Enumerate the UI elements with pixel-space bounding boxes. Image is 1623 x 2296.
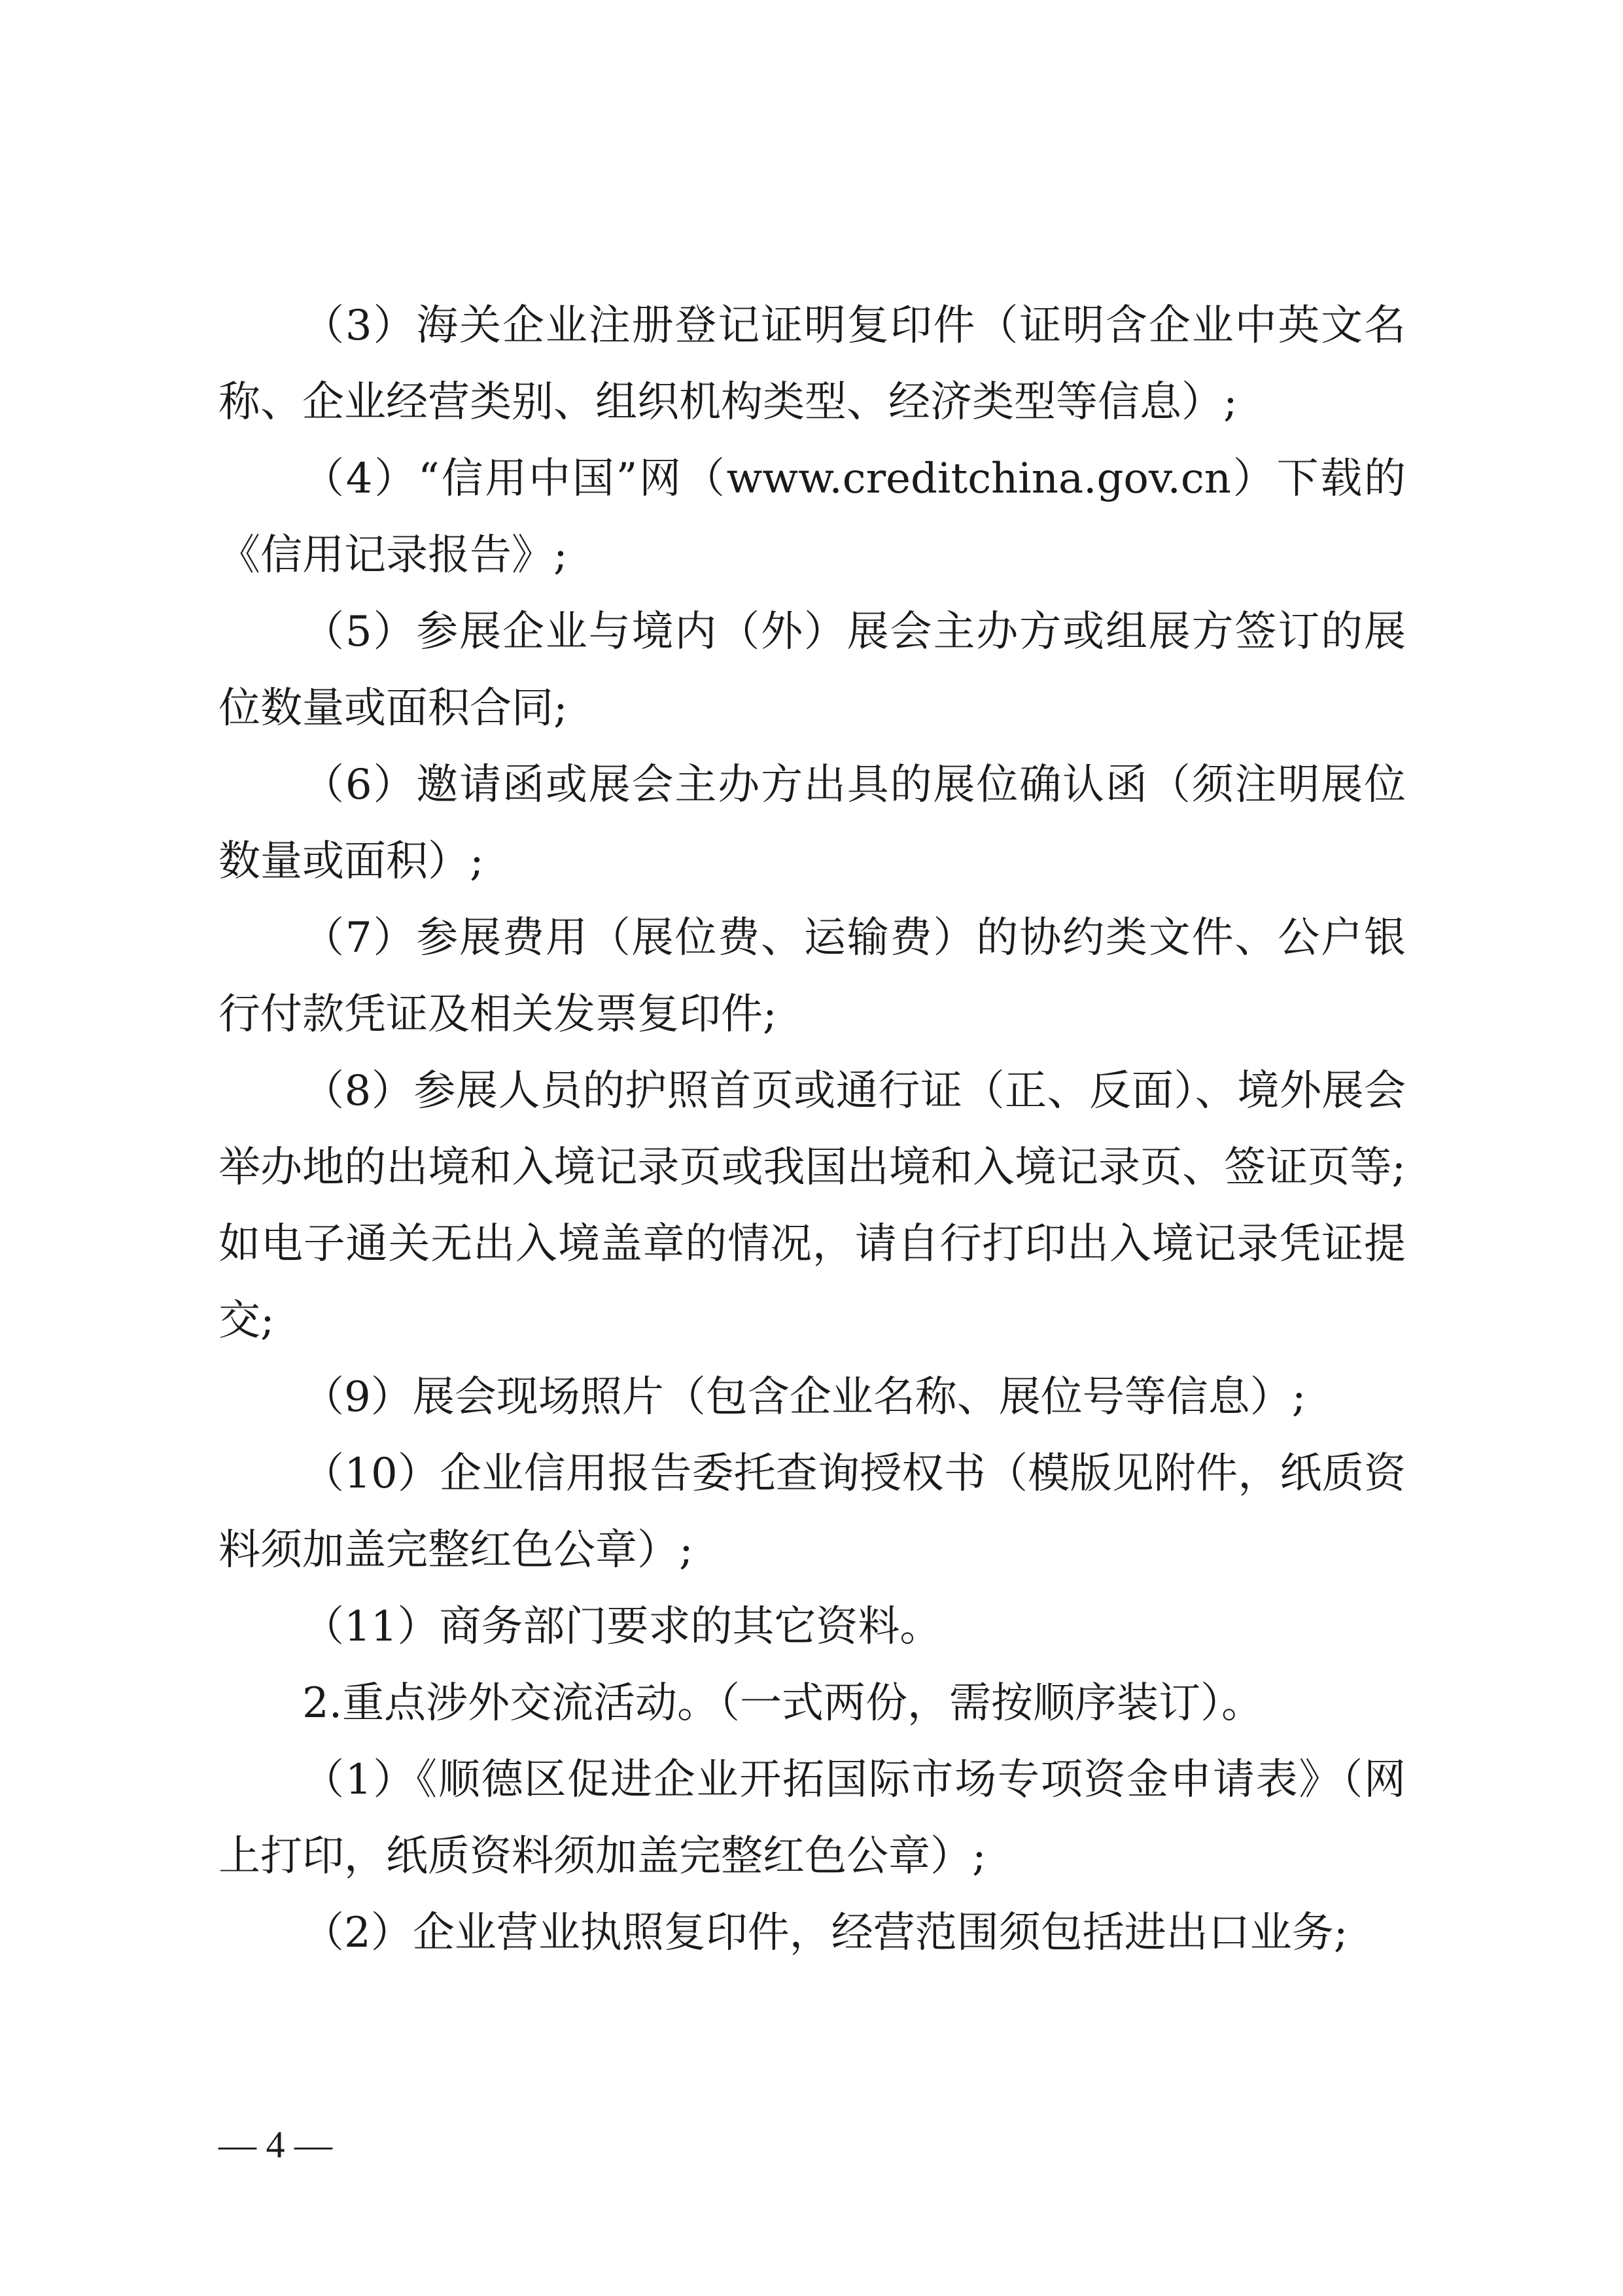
paragraph-item-3: （3）海关企业注册登记证明复印件（证明含企业中英文名称、企业经营类别、组织机构类型、经济类型等信息）; (218, 302, 1406, 426)
paragraph-item-8: （8）参展人员的护照首页或通行证（正、反面）、境外展会举办地的出境和入境记录页或我国出境和入境记录页、签证页等;如电子通关无出入境盖章的情况，请自行打印出入境记录凭证提交; (218, 1067, 1406, 1345)
document-body (218, 288, 1406, 1972)
paragraph-item-6: （6）邀请函或展会主办方出具的展位确认函（须注明展位数量或面积）; (218, 761, 1406, 886)
page-number: — 4 — (218, 2123, 332, 2166)
paragraph-item-9: （9）展会现场照片（包含企业名称、展位号等信息）; (302, 1373, 1306, 1421)
paragraph-item-5: （5）参展企业与境内（外）展会主办方或组展方签订的展位数量或面积合同; (218, 608, 1406, 733)
section-heading-2: 2.重点涉外交流活动。（一式两份，需按顺序装订）。 (302, 1679, 1264, 1728)
paragraph-item-2-2: （2）企业营业执照复印件，经营范围须包括进出口业务; (302, 1909, 1348, 1957)
paragraph-item-7: （7）参展费用（展位费、运输费）的协约类文件、公户银行付款凭证及相关发票复印件; (218, 914, 1406, 1039)
paragraph-item-11: （11）商务部门要求的其它资料。 (302, 1603, 942, 1651)
paragraph-item-2-1: （1）《顺德区促进企业开拓国际市场专项资金申请表》（网上打印，纸质资料须加盖完整红色公章）; (218, 1756, 1406, 1881)
paragraph-item-4: （4）“信用中国”网（www.creditchina.gov.cn）下载的《信用记录报告》; (218, 455, 1406, 580)
paragraph-item-10: （10）企业信用报告委托查询授权书（模版见附件，纸质资料须加盖完整红色公章）; (218, 1450, 1406, 1574)
